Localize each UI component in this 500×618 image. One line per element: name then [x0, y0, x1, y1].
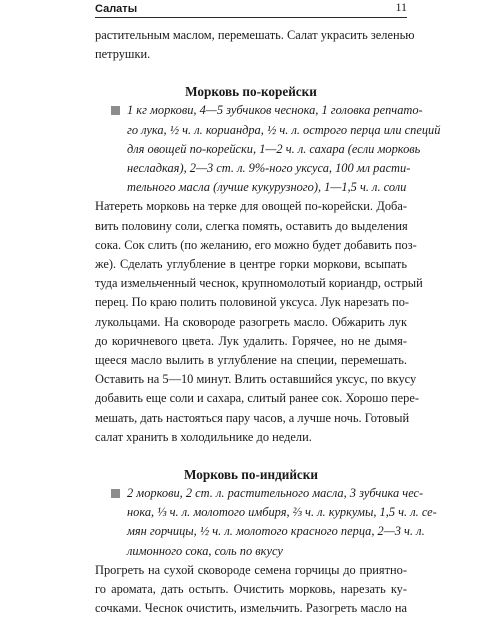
text-line: Натереть морковь на терке для овощей по-корейски. Доба-: [95, 199, 407, 214]
recipe-title: Морковь по-корейски: [185, 84, 317, 100]
text-line: мян горчицы, ½ ч. л. молотого красного перца, 2—3 ч. л.: [127, 524, 425, 539]
text-line: нока, ⅓ ч. л. молотого имбиря, ⅔ ч. л. куркумы, 1,5 ч. л. се-: [127, 505, 437, 520]
text-line: го лука, ½ ч. л. кориандра, ½ ч. л. острого перца или специй: [127, 122, 441, 137]
recipe-title: Морковь по-индийски: [184, 467, 318, 483]
text-line: лимонного сока, соль по вкусу: [127, 543, 283, 558]
text-line: добавить еще соли и сахара, слитый ранее сок. Хорошо пере-: [95, 391, 419, 406]
text-line: несладкая), 2—3 ст. л. 9%-ного уксуса, 100 мл расти-: [127, 161, 411, 176]
text-line: мешать, дать настояться пару часов, а лучше ночь. Готовый: [95, 410, 410, 425]
intro-paragraph: [95, 26, 415, 64]
square-bullet-icon: [111, 489, 120, 498]
running-header: [95, 0, 407, 18]
text-line: вить половину соли, слегка помять, оставить до выделения: [95, 218, 408, 233]
square-bullet-icon: [111, 106, 120, 115]
page-content: [95, 26, 441, 618]
text-line: Прогреть на сухой сковороде семена горчицы до приятно-: [95, 562, 407, 577]
section-title: Салаты: [95, 3, 138, 15]
text-line: тельного масла (лучше кукурузного), 1—1,5 ч. л. соли: [127, 180, 407, 195]
text-line: растительным маслом, перемешать. Салат украсить зеленью: [95, 28, 415, 42]
text-line: Оставить на 5—10 минут. Влить оставшийся уксус, по вкусу: [95, 372, 417, 387]
text-line: для овощей по-корейски, 1—2 ч. л. сахара (если морковь: [127, 141, 421, 156]
text-line: лукольцами. На сковороде разогреть масло. Обжарить лук: [95, 314, 407, 329]
recipe-steps: [95, 197, 423, 447]
text-line: туда измельченный чеснок, крупномолотый кориандр, острый: [95, 276, 423, 291]
text-line: 1 кг моркови, 4—5 зубчиков чеснока, 1 головка репчато-: [127, 103, 423, 118]
ingredients-list: [95, 484, 437, 561]
text-line: го аромата, дать остыть. Очистить морковь, нарезать ку-: [95, 582, 407, 597]
page-number: 11: [395, 0, 407, 14]
text-line: до коричневого цвета. Лук удалить. Горячее, но не дымя-: [95, 333, 407, 348]
text-line: 2 моркови, 2 ст. л. растительного масла, 3 зубчика чес-: [127, 486, 424, 501]
text-line: же). Сделать углубление в центре горки моркови, всыпать: [95, 257, 407, 272]
recipe-steps: [95, 561, 407, 618]
ingredients-list: [95, 101, 441, 197]
text-line: щееся масло вылить в углубление на специи, перемешать.: [95, 353, 407, 368]
text-line: сока. Сок слить (по желанию, его можно будет добавить поз-: [95, 237, 417, 252]
text-line: перец. По краю полить половиной уксуса. Лук нарезать по-: [95, 295, 410, 310]
text-line: салат хранить в холодильнике до недели.: [95, 429, 312, 444]
text-line: сочками. Чеснок очистить, измельчить. Разогреть масло на: [95, 601, 407, 616]
text-line: петрушки.: [95, 47, 151, 62]
